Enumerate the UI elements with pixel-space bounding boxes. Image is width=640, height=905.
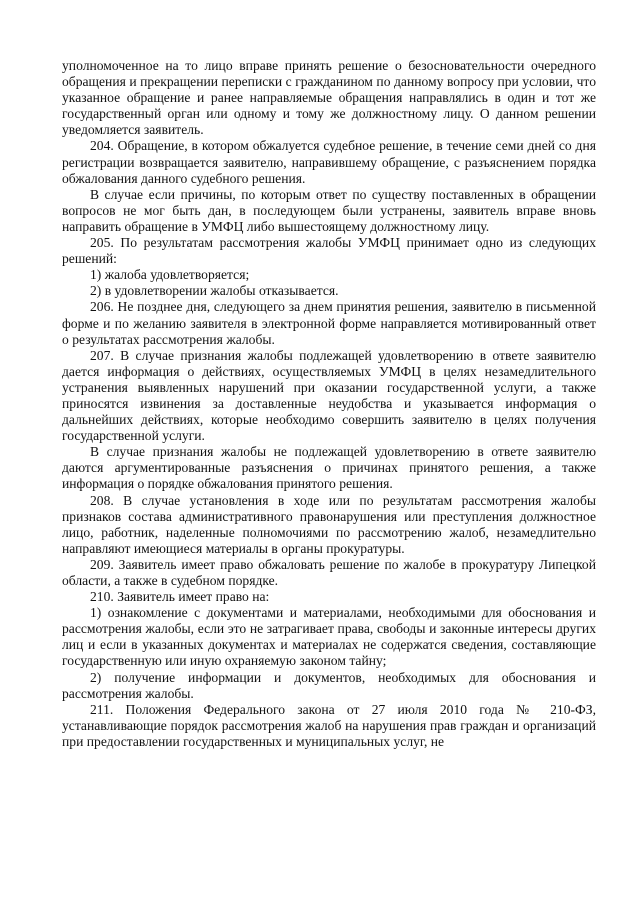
paragraph-211: 211. Положения Федерального закона от 27 июля 2010 года № 210-ФЗ, устанавливающие порядок рассмотрения жалоб на нарушения прав граждан и организаций при предоставлении государственных и муниципальных услуг, не xyxy=(62,701,596,749)
paragraph-209: 209. Заявитель имеет право обжаловать решение по жалобе в прокуратуру Липецкой области, а также в судебном порядке. xyxy=(62,556,596,588)
paragraph-210: 210. Заявитель имеет право на: xyxy=(90,589,270,605)
list-item-210-1: 1) ознакомление с документами и материалами, необходимыми для обоснования и рассмотрения жалобы, если это не затрагивает права, свободы и законные интересы других лиц и если в указанных документах и материалах не содержатся сведения, составляющие государственную или иную охраняемую законом тайну; xyxy=(62,605,596,669)
list-item-210-2: 2) получение информации и документов, необходимых для обоснования и рассмотрения жалобы. xyxy=(62,669,596,701)
paragraph-207: 207. В случае признания жалобы подлежащей удовлетворению в ответе заявителю дается информация о действиях, осуществляемых УМФЦ в целях незамедлительного устранения выявленных нарушений при оказании государственной услуги, а также приносятся извинения за доставленные неудобства и указывается информация о дальнейших действиях, которые необходимо совершить заявителю в целях получения государственной услуги. xyxy=(62,347,596,444)
paragraph-205: 205. По результатам рассмотрения жалобы УМФЦ принимает одно из следующих решений: xyxy=(62,235,596,267)
list-item-205-2: 2) в удовлетворении жалобы отказывается. xyxy=(90,283,339,299)
list-item-205-1: 1) жалоба удовлетворяется; xyxy=(90,267,250,283)
paragraph-204: 204. Обращение, в котором обжалуется судебное решение, в течение семи дней со дня регистрации возвращается заявителю, направившему обращение, с разъяснением порядка обжалования данного судебного решения. xyxy=(62,138,596,186)
paragraph-207-2: В случае признания жалобы не подлежащей удовлетворению в ответе заявителю даются аргументированные разъяснения о причинах принятого решения, а также информация о порядке обжалования принятого решения. xyxy=(62,444,596,492)
paragraph-204-2: В случае если причины, по которым ответ по существу поставленных в обращении вопросов не мог быть дан, в последующем были устранены, заявитель вправе вновь направить обращение в УМФЦ либо вышестоящему должностному лицу. xyxy=(62,186,596,234)
document-page xyxy=(62,58,596,750)
paragraph-206: 206. Не позднее дня, следующего за днем принятия решения, заявителю в письменной форме и по желанию заявителя в электронной форме направляется мотивированный ответ о результатах рассмотрения жалобы. xyxy=(62,299,596,347)
paragraph-continuation: уполномоченное на то лицо вправе принять решение о безосновательности очередного обращения и прекращении переписки с гражданином по данному вопросу при условии, что указанное обращение и ранее направляемые обращения направлялись в один и тот же государственный орган или одному и тому же должностному лицу. О данном решении уведомляется заявитель. xyxy=(62,58,596,138)
paragraph-208: 208. В случае установления в ходе или по результатам рассмотрения жалобы признаков состава административного правонарушения или преступления должностное лицо, работник, наделенные полномочиями по рассмотрению жалоб, незамедлительно направляют имеющиеся материалы в органы прокуратуры. xyxy=(62,492,596,556)
